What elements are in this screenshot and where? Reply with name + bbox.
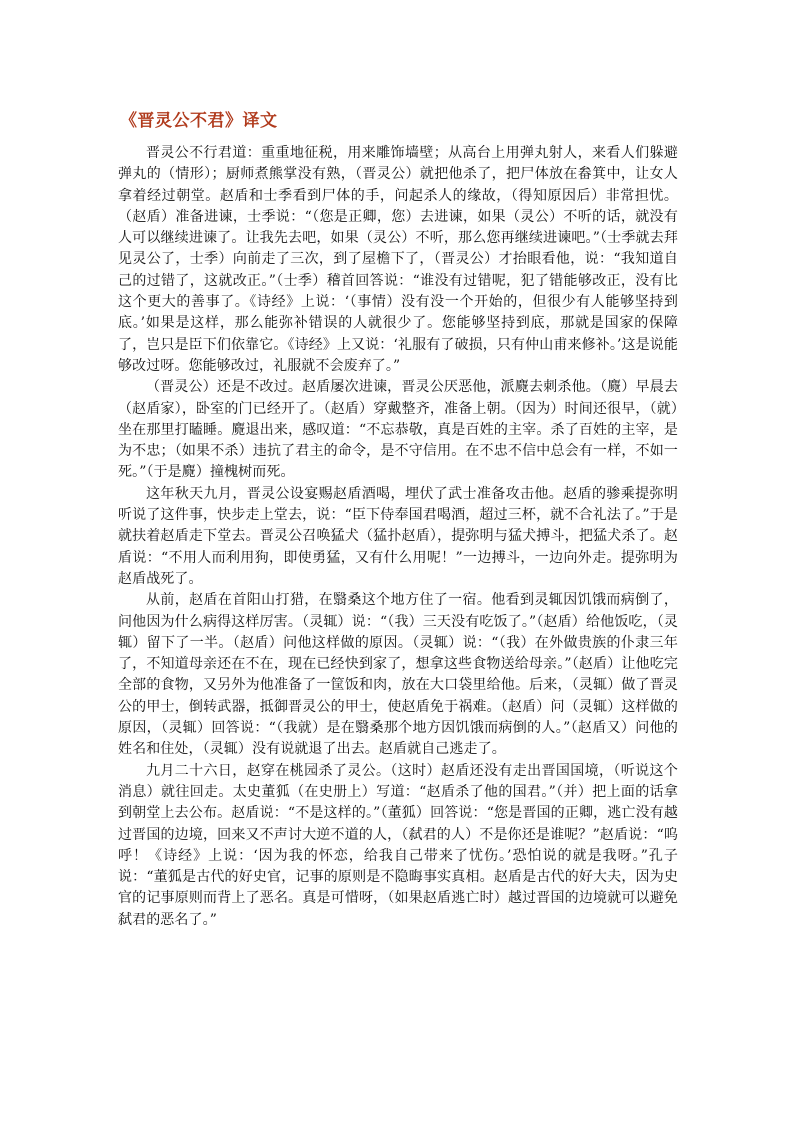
paragraph-3: 这年秋天九月，晋灵公设宴赐赵盾酒喝，埋伏了武士准备攻击他。赵盾的骖乘提弥明听说了这件事，快步走上堂去，说：“臣下侍奉国君喝酒，超过三杯，就不合礼法了。”于是就扶着赵盾走下堂去。晋灵公召唤猛犬（猛扑赵盾），提弥明与猛犬搏斗，把猛犬杀了。赵盾说：“不用人而利用狗，即使勇猛，又有什么用呢！”一边搏斗，一边向外走。提弥明为赵盾战死了。 [118, 485, 678, 587]
paragraph-1: 晋灵公不行君道：重重地征税，用来雕饰墙壁；从高台上用弹丸射人，来看人们躲避弹丸的（情形）；厨师煮熊掌没有熟，（晋灵公）就把他杀了，把尸体放在畚箕中，让女人拿着经过朝堂。赵盾和士季看到尸体的手，问起杀人的缘故，（得知原因后）非常担忧。（赵盾）准备进谏，士季说：“（您是正卿，您）去进谏，如果（灵公）不听的话，就没有人可以继续进谏了。让我先去吧，如果（灵公）不听，那么您再继续进谏吧。”（士季就去拜见灵公了，士季）向前走了三次，到了屋檐下了，（晋灵公）才抬眼看他，说：“我知道自己的过错了，这就改正。”（士季）稽首回答说：“谁没有过错呢，犯了错能够改正，没有比这个更大的善事了。《诗经》上说：‘（事情）没有没一个开始的，但很少有人能够坚持到底。’如果是这样，那么能弥补错误的人就很少了。您能够坚持到底，那就是国家的保障了，岂只是臣下们依靠它。《诗经》上又说：‘礼服有了破损，只有仲山甫来修补。’这是说能够改过呀。您能够改过，礼服就不会废弃了。” [118, 145, 678, 374]
document-title: 《晋灵公不君》译文 [120, 111, 278, 131]
document-page [118, 96, 678, 931]
paragraph-2: （晋灵公）还是不改过。赵盾屡次进谏，晋灵公厌恶他，派麑去刺杀他。（麑）早晨去（赵盾家），卧室的门已经开了。（赵盾）穿戴整齐，准备上朝。（因为）时间还很早，（就）坐在那里打瞌睡。麑退出来，感叹道：“不忘恭敬，真是百姓的主宰。杀了百姓的主宰，是为不忠；（如果不杀）违抗了君主的命令，是不守信用。在不忠不信中总会有一样，不如一死。”（于是麑）撞槐树而死。 [118, 379, 678, 481]
paragraph-4: 从前，赵盾在首阳山打猎，在翳桑这个地方住了一宿。他看到灵辄因饥饿而病倒了，问他因为什么病得这样厉害。（灵辄）说：“（我）三天没有吃饭了。”（赵盾）给他饭吃，（灵辄）留下了一半。（赵盾）问他这样做的原因。（灵辄）说：“（我）在外做贵族的仆隶三年了，不知道母亲还在不在，现在已经快到家了，想拿这些食物送给母亲。”（赵盾）让他吃完全部的食物，又另外为他准备了一筐饭和肉，放在大口袋里给他。后来，（灵辄）做了晋灵公的甲士，倒转武器，抵御晋灵公的甲士，使赵盾免于祸难。（赵盾）问（灵辄）这样做的原因，（灵辄）回答说：“（我就）是在翳桑那个地方因饥饿而病倒的人。”（赵盾又）问他的姓名和住处，（灵辄）没有说就退了出去。赵盾就自己逃走了。 [118, 592, 678, 758]
paragraph-5: 九月二十六日，赵穿在桃园杀了灵公。（这时）赵盾还没有走出晋国国境，（听说这个消息）就往回走。太史董狐（在史册上）写道：“赵盾杀了他的国君。”（并）把上面的话拿到朝堂上去公布。赵盾说：“不是这样的。”（董狐）回答说：“您是晋国的正卿，逃亡没有越过晋国的边境，回来又不声讨大逆不道的人，（弑君的人）不是你还是谁呢？”赵盾说：“呜呼！《诗经》上说：‘因为我的怀恋，给我自己带来了忧伤。’恐怕说的就是我呀。”孔子说：“董狐是古代的好史官，记事的原则是不隐晦事实真相。赵盾是古代的好大夫，因为史官的记事原则而背上了恶名。真是可惜呀，（如果赵盾逃亡时）越过晋国的边境就可以避免弑君的恶名了。” [118, 762, 678, 928]
